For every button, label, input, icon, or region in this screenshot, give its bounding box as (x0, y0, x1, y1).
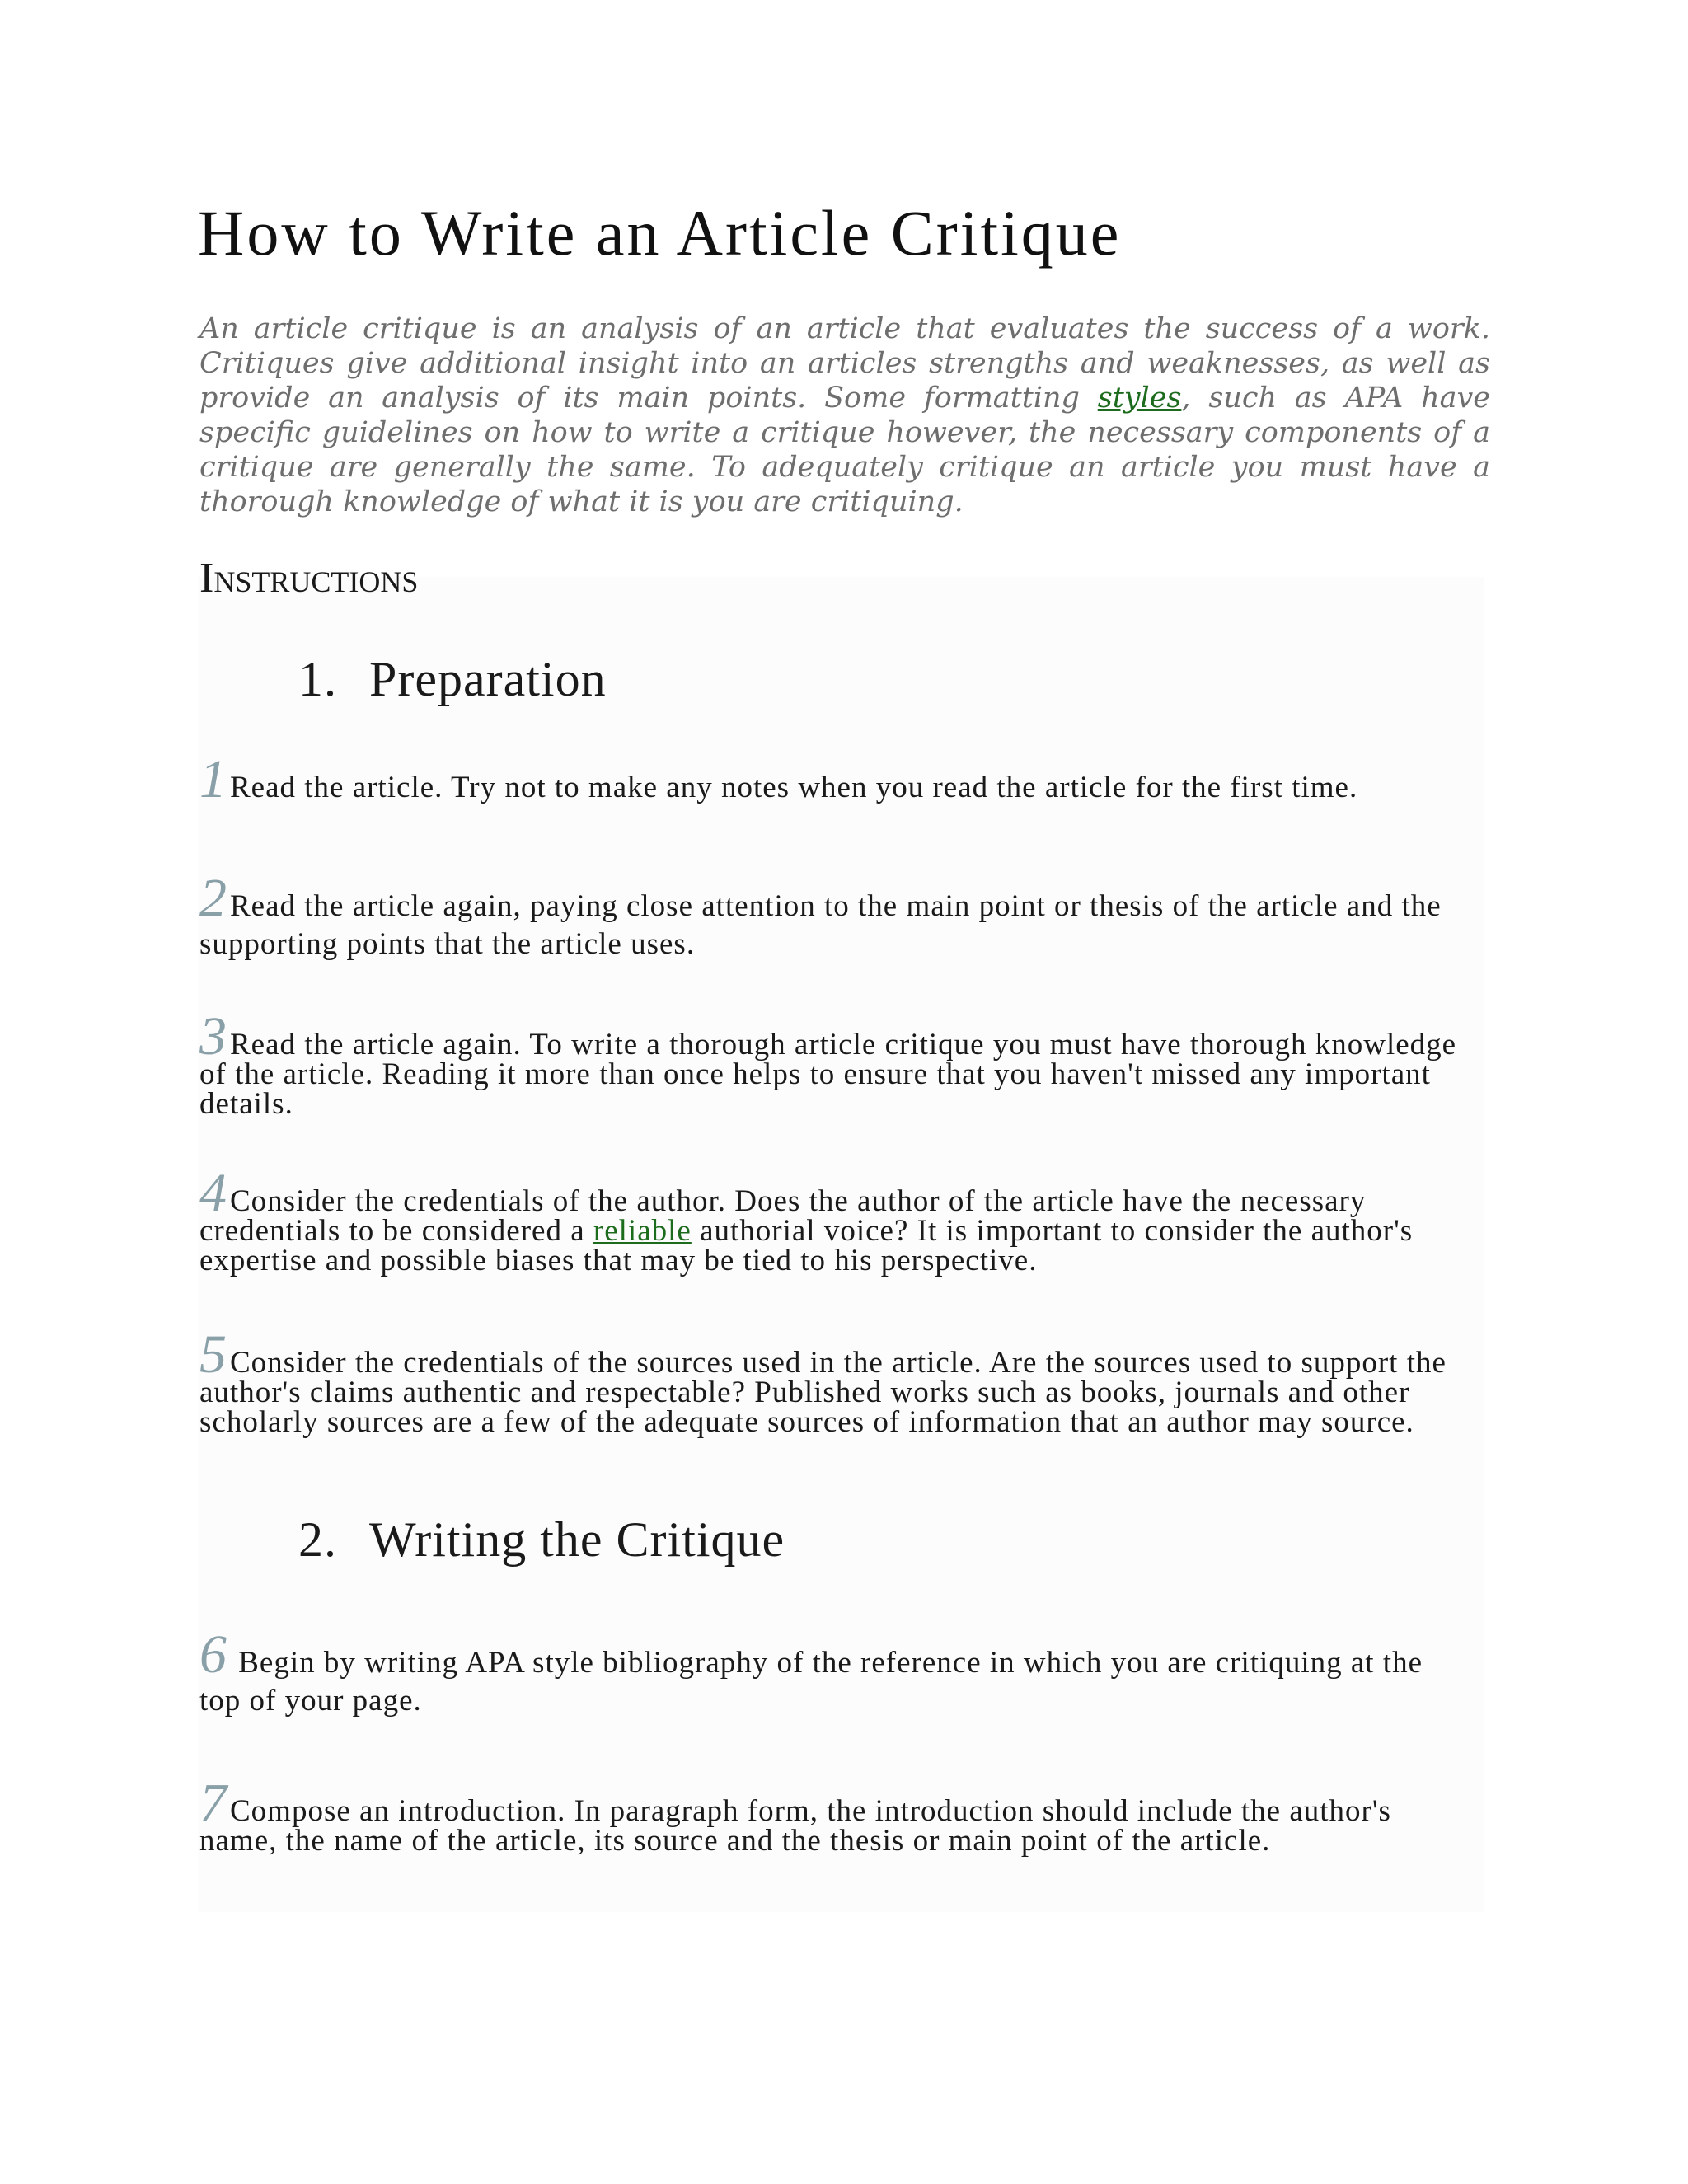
step-text: Compose an introduction. In paragraph form, the introduction should include the author's name, the name of the article, its source and the thesis or main point of the article. (199, 1794, 1391, 1858)
section-title: Preparation (369, 652, 607, 706)
step-number: 3 (199, 1006, 227, 1066)
section-number: 2. (298, 1512, 337, 1567)
step-4 (199, 1163, 1419, 1277)
intro-text-after-link: , such as APA have specific guidelines on how to write a critique however, the necessary components of a critique are generally the same. To adequately critique an article you must have a thorough knowledge of what it is you are critiquing. (199, 382, 1491, 518)
step-number: 7 (199, 1773, 227, 1833)
intro-paragraph (199, 312, 1490, 519)
step-text-after-link: authorial voice? It is important to consider the author's expertise and possible biases that may be tied to his perspective. (199, 1214, 1414, 1277)
step-text: Read the article. Try not to make any notes when you read the article for the first time. (230, 771, 1358, 804)
styles-link[interactable]: styles (1097, 382, 1182, 415)
step-text: Consider the credentials of the sources used in the article. Are the sources used to support the author's claims authentic and respectable? Published works such as books, journals and other scholarly sources are a few of the adequate sources of information that an author may source. (199, 1346, 1447, 1439)
step-6 (199, 1624, 1469, 1720)
reliable-link[interactable]: reliable (593, 1214, 692, 1248)
step-number: 2 (199, 868, 227, 928)
instructions-heading: Instructions (199, 555, 419, 602)
section-heading-preparation (298, 651, 607, 708)
step-text: Read the article again. To write a thorough article critique you must have thorough knowledge of the article. Reading it more than once helps to ensure that you haven't missed any important details. (199, 1028, 1457, 1121)
step-text: Read the article again, paying close attention to the main point or thesis of the article and the supporting points that the article uses. (199, 889, 1442, 961)
step-number: 4 (199, 1163, 227, 1223)
step-2 (199, 868, 1469, 963)
section-heading-writing-the-critique (298, 1511, 785, 1568)
step-5 (199, 1324, 1469, 1439)
page-title: How to Write an Article Critique (198, 197, 1122, 269)
step-number: 5 (199, 1324, 227, 1385)
step-number: 6 (199, 1624, 227, 1685)
intro-text-before-link: An article critique is an analysis of an article that evaluates the success of a work. Critiques give additional insight into an articles strengths and weaknesses, as well as provide an analysis of its main points. Some formatting (199, 312, 1490, 415)
step-text: Begin by writing APA style bibliography of the reference in which you are critiquing at the top of your page. (199, 1646, 1423, 1718)
step-number: 1 (199, 749, 227, 809)
step-3 (199, 1006, 1469, 1121)
section-title: Writing the Critique (369, 1512, 785, 1567)
step-7 (199, 1773, 1452, 1858)
step-text-before-link: Consider the credentials of the author. Does the author of the article have the necessary credentials to be considered a (199, 1184, 1367, 1248)
step-1 (199, 749, 1469, 809)
section-number: 1. (298, 652, 337, 706)
